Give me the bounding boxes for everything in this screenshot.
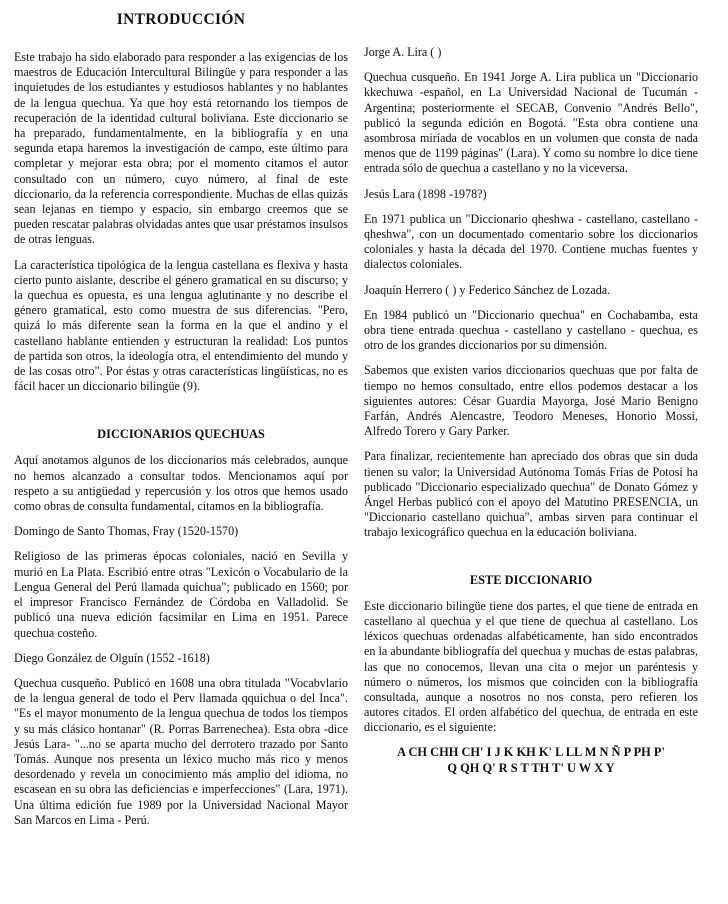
page-title: INTRODUCCIÓN xyxy=(116,11,246,28)
diccionarios-paragraph: Aquí anotamos algunos de los diccionarios más celebrados, aunque no hemos alcanzado a consultar todos. Mencionamos aquí por respeto a su antigüedad y repercusión y los otros que hemos usado como obras de consulta fundamental, citamos en la bibliografía. xyxy=(14,453,348,514)
author-heading-gonzalez-olguin: Diego González de Olguín (1552 -1618) xyxy=(14,650,210,665)
quechua-alphabet xyxy=(364,744,698,776)
author-text-santo-thomas: Religioso de las primeras épocas coloniales, nació en Sevilla y murió en La Plata. Escribió entre otras "Lexicón o Vocabulario de la Lengua General del Perú llamada quichua"; publicado en 1560; por el impresor Francisco Fernández de Córdoba en Valladolid. Se publicó una nueva edición facsimilar en Lima en 1951. Parece quechua costeño. xyxy=(14,549,348,640)
section-heading-diccionarios-quechuas: DICCIONARIOS QUECHUAS xyxy=(97,427,265,442)
este-diccionario-paragraph: Este diccionario bilingüe tiene dos partes, el que tiene de entrada en castellano al quechua y el que tiene de quechua al castellano. Los léxicos quechuas ordenadas alfabéticamente, han sido encontrados en la abundante bibliografía del quechua y muchas de estas palabras, las que no conocemos, llevan una cita o mejor un paréntesis y número o números, los mismos que coinciden con la bibliografía consultada, aunque a nosotros no nos consta, pero refieren los autores citados. El orden alfabético del quechua, de entrada en este diccionario, es el siguiente: xyxy=(364,598,698,735)
left-column xyxy=(14,0,348,838)
author-heading-herrero: Joaquín Herrero ( ) y Federico Sánchez de Lozada. xyxy=(364,282,611,297)
author-text-lara: En 1971 publica un "Diccionario qheshwa - castellano, castellano - qheshwa", con un documentado comentario sobre los diccionarios coloniales y hasta la década del 1970. Contiene muchas fuentes y dialectos coloniales. xyxy=(364,211,698,272)
author-heading-santo-thomas: Domingo de Santo Thomas, Fray (1520-1570) xyxy=(14,524,239,539)
intro-paragraph-1: Este trabajo ha sido elaborado para responder a las exigencias de los maestros de Educación Intercultural Bilingüe y para responder a las inquietudes de los estudiantes y estudiosos hablantes y no hablantes de la lengua quechua. Ya que hoy está retornando los tiempos de recuperación de la identidad cultural boliviana. Este diccionario se ha preparado, fundamentalmente, en la bibliografía y en una segunda etapa haremos la investigación de campo, este último para completar y mejorar esta obra; por el momento citamos el autor consultado con un número, cuyo número, al final de este diccionario, da la referencia correspondiente. Muchas de ellas quizás sean lejanas en tiempo y espacio, sin embargo creemos que se pueden rescatar palabras olvidadas antes que usar préstamos insulsos de otras lenguas. xyxy=(14,50,348,247)
author-heading-lara: Jesús Lara (1898 -1978?) xyxy=(364,186,487,201)
final-paragraph: Para finalizar, recientemente han apreciado dos obras que sin duda tienen su valor; la Universidad Autónoma Tomás Frías de Potosí ha publicado "Diccionario especializado quechua" de Donato Gómez y Ángel Herbas publicó con el apoyo del Matutino PRESENCIA, un "Diccionario castellano quichua", ambas sirven para continuar el trabajo lexicográfico quechua en la educación boliviana. xyxy=(364,449,698,540)
other-authors-paragraph: Sabemos que existen varios diccionarios quechuas que por falta de tiempo no hemos consultado, entre ellos podemos destacar a los siguientes autores: César Guardia Mayorga, José Mario Benigno Farfán, Andrés Alencastre, Teodoro Meneses, Honorio Mossi, Alfredo Torero y Gary Parker. xyxy=(364,363,698,439)
section-heading-este-diccionario: ESTE DICCIONARIO xyxy=(469,572,593,587)
author-heading-lira: Jorge A. Lira ( ) xyxy=(364,45,442,59)
section-spacer xyxy=(14,404,348,426)
section-spacer xyxy=(364,551,698,572)
author-text-lira: Quechua cusqueño. En 1941 Jorge A. Lira publica un "Diccionario kkechuwa -español, en La Universidad Nacional de Tucumán - Argentina; posteriormente el SECAB, Convenio "Andrés Bello", publicó la segunda edición en Bogotá. "Esta obra contiene una asombrosa miríada de vocablos en un volumen que consta de nada menos que de 1199 páginas" (Lara). Y como su nombre lo dice tiene entrada sólo de quechua a castellano y no la viceversa. xyxy=(364,70,698,176)
author-text-gonzalez-olguin: Quechua cusqueño. Publicó en 1608 una obra titulada "Vocabvlario de la lengua general de todo el Perv llamada qquichua o del Inca". "Es el mayor monumento de la lengua quechua de todos los tiempos y su más clásico hontanar" (R. Porras Barrenechea). Esta obra -dice Jesús Lara- "...no se aparta mucho del derrotero trazado por Santo Tomás. Aunque nos presenta un léxico mucho más rico y menos desordenado y revela un conocimiento más amplio del idioma, no escasean en su obra las deficiencias e imperfecciones" (Lara, 1971). Una última edición fue 1989 por la Universidad Nacional Mayor San Marcos en Lima - Perú. xyxy=(14,675,348,827)
intro-paragraph-2: La característica tipológica de la lengua castellana es flexiva y hasta cierto punto aislante, describe el género gramatical en su discurso; y la quechua es opuesta, es una lengua aglutinante y no describe el género gramatical, esto como muestra de sus diferencias. "Pero, quizá lo más diferente sean la forma en la que el andino y el castellano hablante entienden y estructuran la realidad: Los puntos de partida son otros, la ideología otra, el entendimiento del mundo y de las cosas otro". Por éstas y otras características lingüísticas, no es fácil hacer un diccionario bilingüe (9). xyxy=(14,257,348,394)
alphabet-line-1: A CH CHH CH' I J K KH K' L LL M N Ñ P PH P' xyxy=(397,744,665,759)
alphabet-line-2: Q QH Q' R S T TH T' U W X Y xyxy=(447,760,615,775)
author-text-herrero: En 1984 publicó un "Diccionario quechua" en Cochabamba, esta obra tiene entrada quechua - castellano y castellano - quechua, es otro de los grandes diccionarios por su dimensión. xyxy=(364,307,698,353)
right-column xyxy=(364,45,698,776)
